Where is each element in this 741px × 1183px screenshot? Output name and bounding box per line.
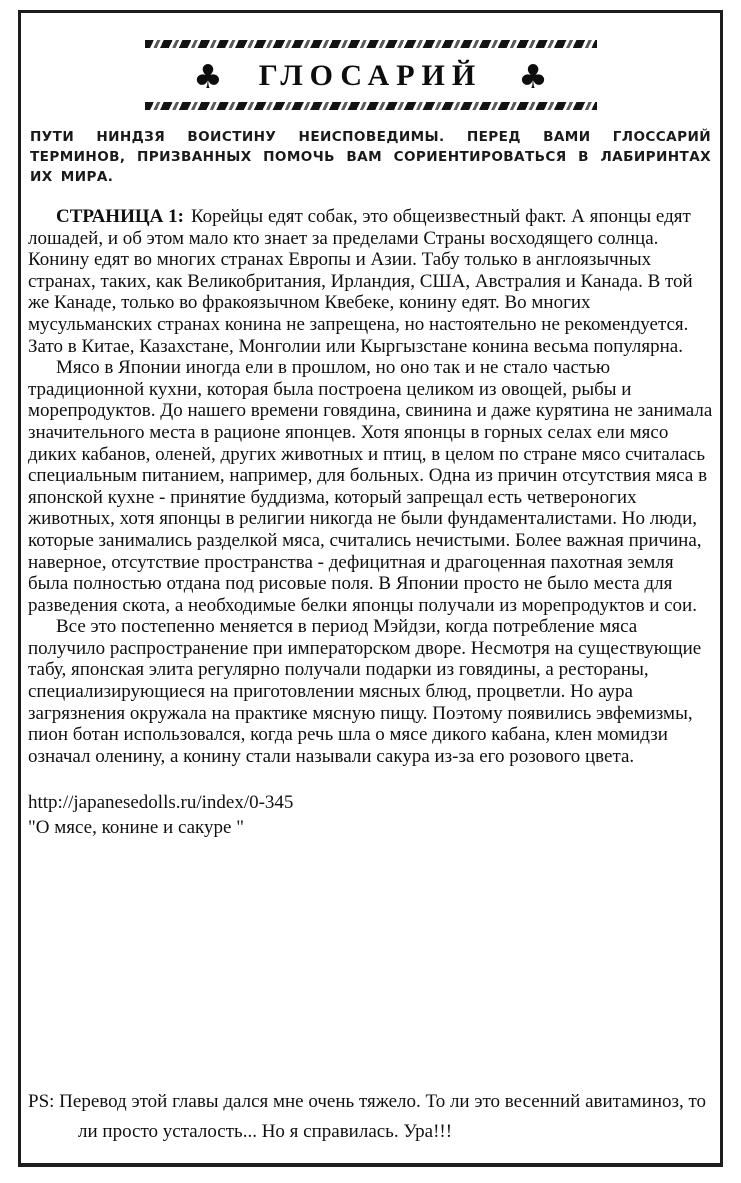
paragraph-2: Мясо в Японии иногда ели в прошлом, но оно так и не стало частью традиционной кухни, которая была построена целиком из овощей, рыбы и морепродуктов. До нашего времени говядина, свинина и даже курятина не занимала значительного места в рационе японцев. Хотя японцы в горных селах ели мясо диких кабанов, оленей, других животных и птиц, в целом по стране мясо считалась специальным питанием, например, для больных. Одна из причин отсутствия мяса в японской кухне - принятие буддизма, который запрещал есть четвероногих животных, хотя японцы в религии никогда не были фундаменталистами. Но люди, которые занимались разделкой мяса, считались нечистыми. Более важная причина, наверное, отсутствие пространства - дефицитная и драгоценная пахотная земля была полностью отдана под рисовые поля. В Японии просто не было места для разведения скота, а необходимые белки японцы получали из морепродуктов и сои. (28, 357, 713, 616)
title-row (21, 57, 720, 95)
page-label: СТРАНИЦА 1: (56, 206, 184, 227)
decorative-divider-bottom (145, 102, 597, 110)
source-block (21, 790, 720, 840)
page-title: ГЛОСАРИЙ (258, 59, 483, 92)
page-frame (18, 10, 723, 1167)
translator-ps-note: PS: Перевод этой главы дался мне очень тяжело. То ли это весенний авитаминоз, то ли просто усталость... Но я справилась. Ура!!! (28, 1091, 707, 1142)
glossary-body (21, 206, 720, 767)
source-title: "О мясе, конине и сакуре " (28, 817, 244, 839)
club-icon-right: ♣ (518, 56, 548, 96)
source-url: http://japanesedolls.ru/index/0-345 (28, 792, 294, 814)
paragraph-1-text: Корейцы едят собак, это общеизвестный факт. А японцы едят лошадей, и об этом мало кто знает за пределами Страны восходящего солнца. Конину едят во многих странах Европы и Азии. Табу только в англоязычных странах, таких, как Великобритания, Ирландия, США, Австралия и Канада. В той же Канаде, только во фракоязычном Квебеке, конину едят. Во многих мусульманских странах конина не запрещена, но настоятельно не рекомендуется. Зато в Китае, Казахстане, Монголии или Кыргызстане конина весьма популярна. (28, 206, 693, 357)
club-icon-left: ♣ (193, 56, 223, 96)
decorative-divider-top (145, 40, 597, 48)
intro-text: ПУТИ НИНДЗЯ ВОИСТИНУ НЕИСПОВЕДИМЫ. ПЕРЕД ВАМИ ГЛОССАРИЙ ТЕРМИНОВ, ПРИЗВАННЫХ ПОМОЧЬ ВАМ СОРИЕНТИРОВАТЬСЯ В ЛАБИРИНТАХ ИХ МИРА. (30, 129, 711, 185)
paragraph-1 (28, 206, 713, 357)
paragraph-3: Все это постепенно меняется в период Мэйдзи, когда потребление мяса получило распространение при императорском дворе. Несмотря на существующие табу, японская элита регулярно получали подарки из говядины, а рестораны, специализирующиеся на приготовлении мясных блюд, процветли. Но аура загрязнения окружала на практике мясную пищу. Поэтому появились эвфемизмы, пион ботан использовался, когда речь шла о мясе дикого кабана, клен момидзи означал оленину, а конину стали называли сакура из-за его розового цвета. (28, 616, 702, 767)
